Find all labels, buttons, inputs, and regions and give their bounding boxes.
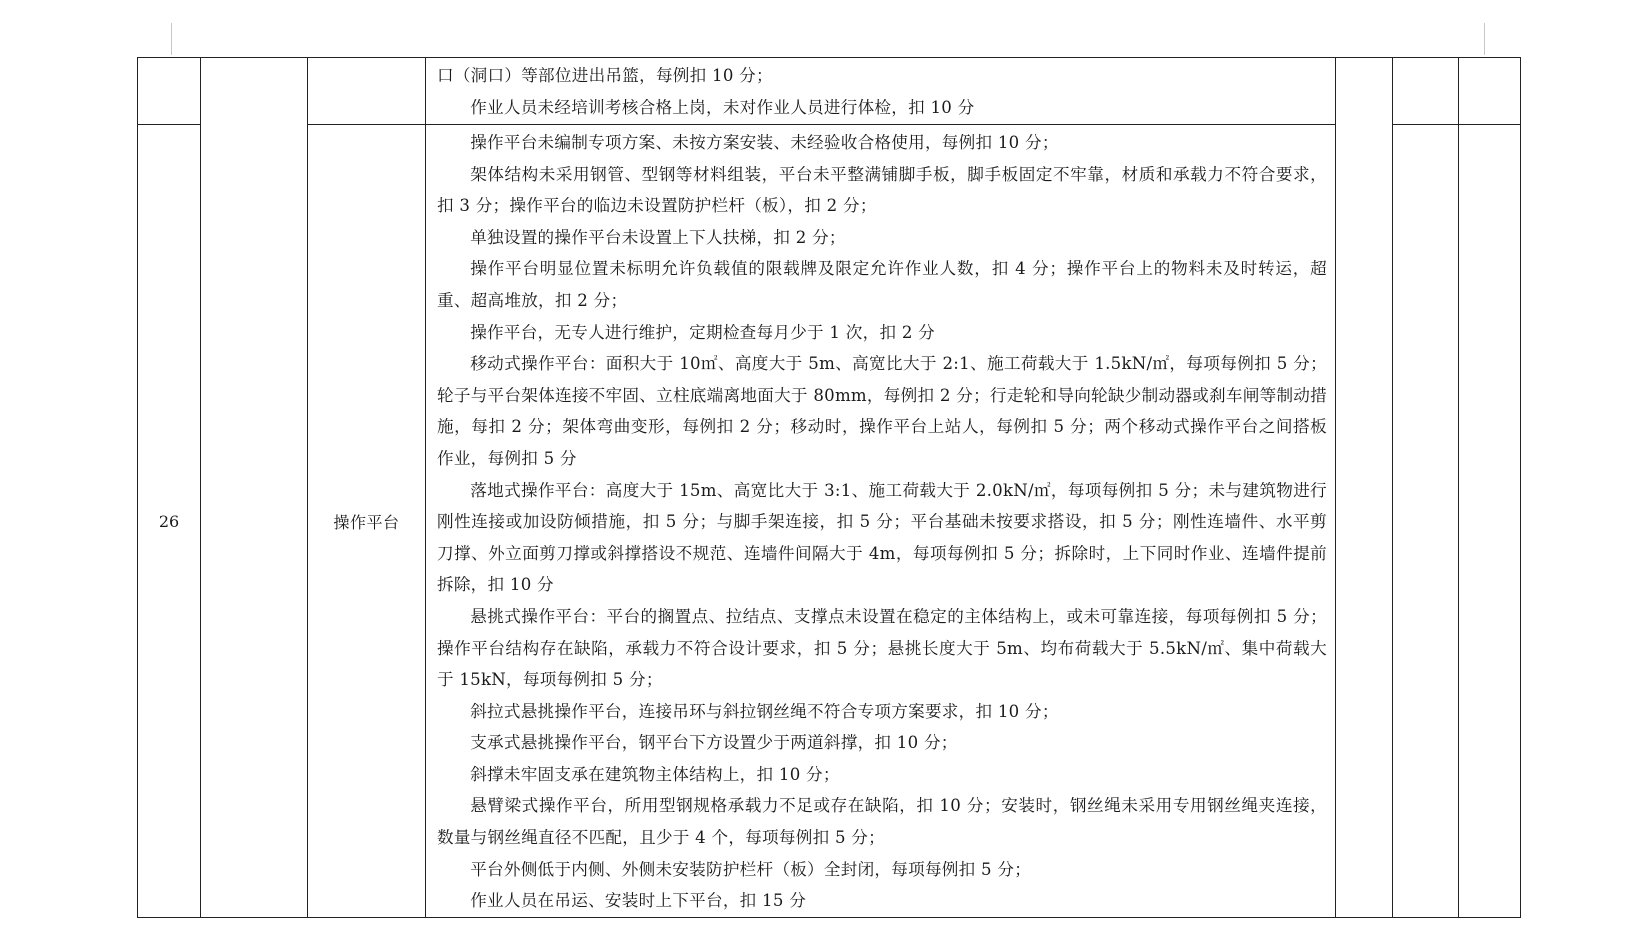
criteria-line: 操作平台明显位置未标明允许负载值的限载牌及限定允许作业人数，扣 4 分；操作平台上的物料未及时转运，超重、超高堆放，扣 2 分； bbox=[437, 259, 1327, 310]
criteria-line: 作业人员未经培训考核合格上岗，未对作业人员进行体检，扣 10 分 bbox=[470, 97, 975, 117]
criteria-line: 悬臂梁式操作平台，所用型钢规格承载力不足或存在缺陷，扣 10 分；安装时，钢丝绳未采用专用钢丝绳夹连接，数量与钢丝绳直径不匹配，且少于 4 个，每项每例扣 5 分； bbox=[437, 796, 1327, 848]
criteria-line: 斜撑未牢固支承在建筑物主体结构上，扣 10 分； bbox=[470, 764, 840, 784]
criteria-line: 口（洞口）等部位进出吊篮，每例扣 10 分； bbox=[437, 66, 773, 85]
criteria-line: 操作平台，无专人进行维护，定期检查每月少于 1 次，扣 2 分 bbox=[470, 322, 935, 342]
row-number-cell bbox=[138, 58, 201, 125]
criteria-line: 平台外侧低于内侧、外侧未安装防护栏杆（板）全封闭，每项每例扣 5 分； bbox=[470, 859, 1032, 879]
criteria-line: 架体结构未采用钢管、型钢等材料组装，平台未平整满铺脚手板，脚手板固定不牢靠，材质和承载力不符合要求，扣 3 分；操作平台的临边未设置防护栏杆（板），扣 2 分； bbox=[437, 164, 1327, 216]
inspection-table bbox=[137, 57, 1521, 918]
page-corner-mark-right bbox=[1484, 23, 1485, 55]
row-number-cell: 26 bbox=[138, 125, 201, 918]
deduction-criteria-cell bbox=[426, 125, 1336, 918]
deduction-criteria-cell bbox=[426, 58, 1336, 125]
criteria-line: 作业人员在吊运、安装时上下平台，扣 15 分 bbox=[470, 891, 807, 911]
actual-score-cell bbox=[1459, 58, 1521, 125]
criteria-line: 悬挑式操作平台：平台的搁置点、拉结点、支撑点未设置在稳定的主体结构上，或未可靠连接，每项每例扣 5 分；操作平台结构存在缺陷，承载力不符合设计要求，扣 5 分；悬挑长度大于 5m、均布荷载大于 5.5kN/㎡、集中荷载大于 15kN，每项每例扣 5 分； bbox=[437, 606, 1327, 690]
criteria-line: 操作平台未编制专项方案、未按方案安装、未经验收合格使用，每例扣 10 分； bbox=[470, 133, 1059, 152]
criteria-line: 斜拉式悬挑操作平台，连接吊环与斜拉钢丝绳不符合专项方案要求，扣 10 分； bbox=[470, 701, 1059, 721]
item-name-cell: 操作平台 bbox=[308, 125, 426, 918]
table-row bbox=[138, 125, 1521, 918]
table-row bbox=[138, 58, 1521, 125]
criteria-line: 落地式操作平台：高度大于 15m、高宽比大于 3:1、施工荷载大于 2.0kN/㎡，每项每例扣 5 分；未与建筑物进行刚性连接或加设防倾措施，扣 5 分；与脚手架连接，扣 5 分；平台基础未按要求搭设，扣 5 分；刚性连墙件、水平剪刀撑、外立面剪刀撑或斜撑搭设不规范、连墙件间隔大于 4m，每项每例扣 5 分；拆除时，上下同时作业、连墙件提前拆除，扣 10 分 bbox=[437, 480, 1327, 595]
score-cell bbox=[1336, 58, 1393, 918]
criteria-line: 移动式操作平台：面积大于 10㎡、高度大于 5m、高宽比大于 2:1、施工荷载大于 1.5kN/㎡，每项每例扣 5 分；轮子与平台架体连接不牢固、立柱底端离地面大于 80mm，每例扣 2 分；行走轮和导向轮缺少制动器或刹车闸等制动措施，每扣 2 分；架体弯曲变形，每例扣 2 分；移动时，操作平台上站人，每例扣 5 分；两个移动式操作平台之间搭板作业，每例扣 5 分 bbox=[437, 354, 1327, 468]
page-corner-mark-left bbox=[171, 23, 172, 55]
actual-score-cell bbox=[1459, 125, 1521, 918]
criteria-line: 支承式悬挑操作平台，钢平台下方设置少于两道斜撑，扣 10 分； bbox=[470, 733, 958, 753]
criteria-line: 单独设置的操作平台未设置上下人扶梯，扣 2 分； bbox=[470, 227, 846, 247]
deduction-cell bbox=[1393, 125, 1459, 918]
category-cell bbox=[201, 58, 308, 918]
item-name-cell bbox=[308, 58, 426, 125]
deduction-cell bbox=[1393, 58, 1459, 125]
